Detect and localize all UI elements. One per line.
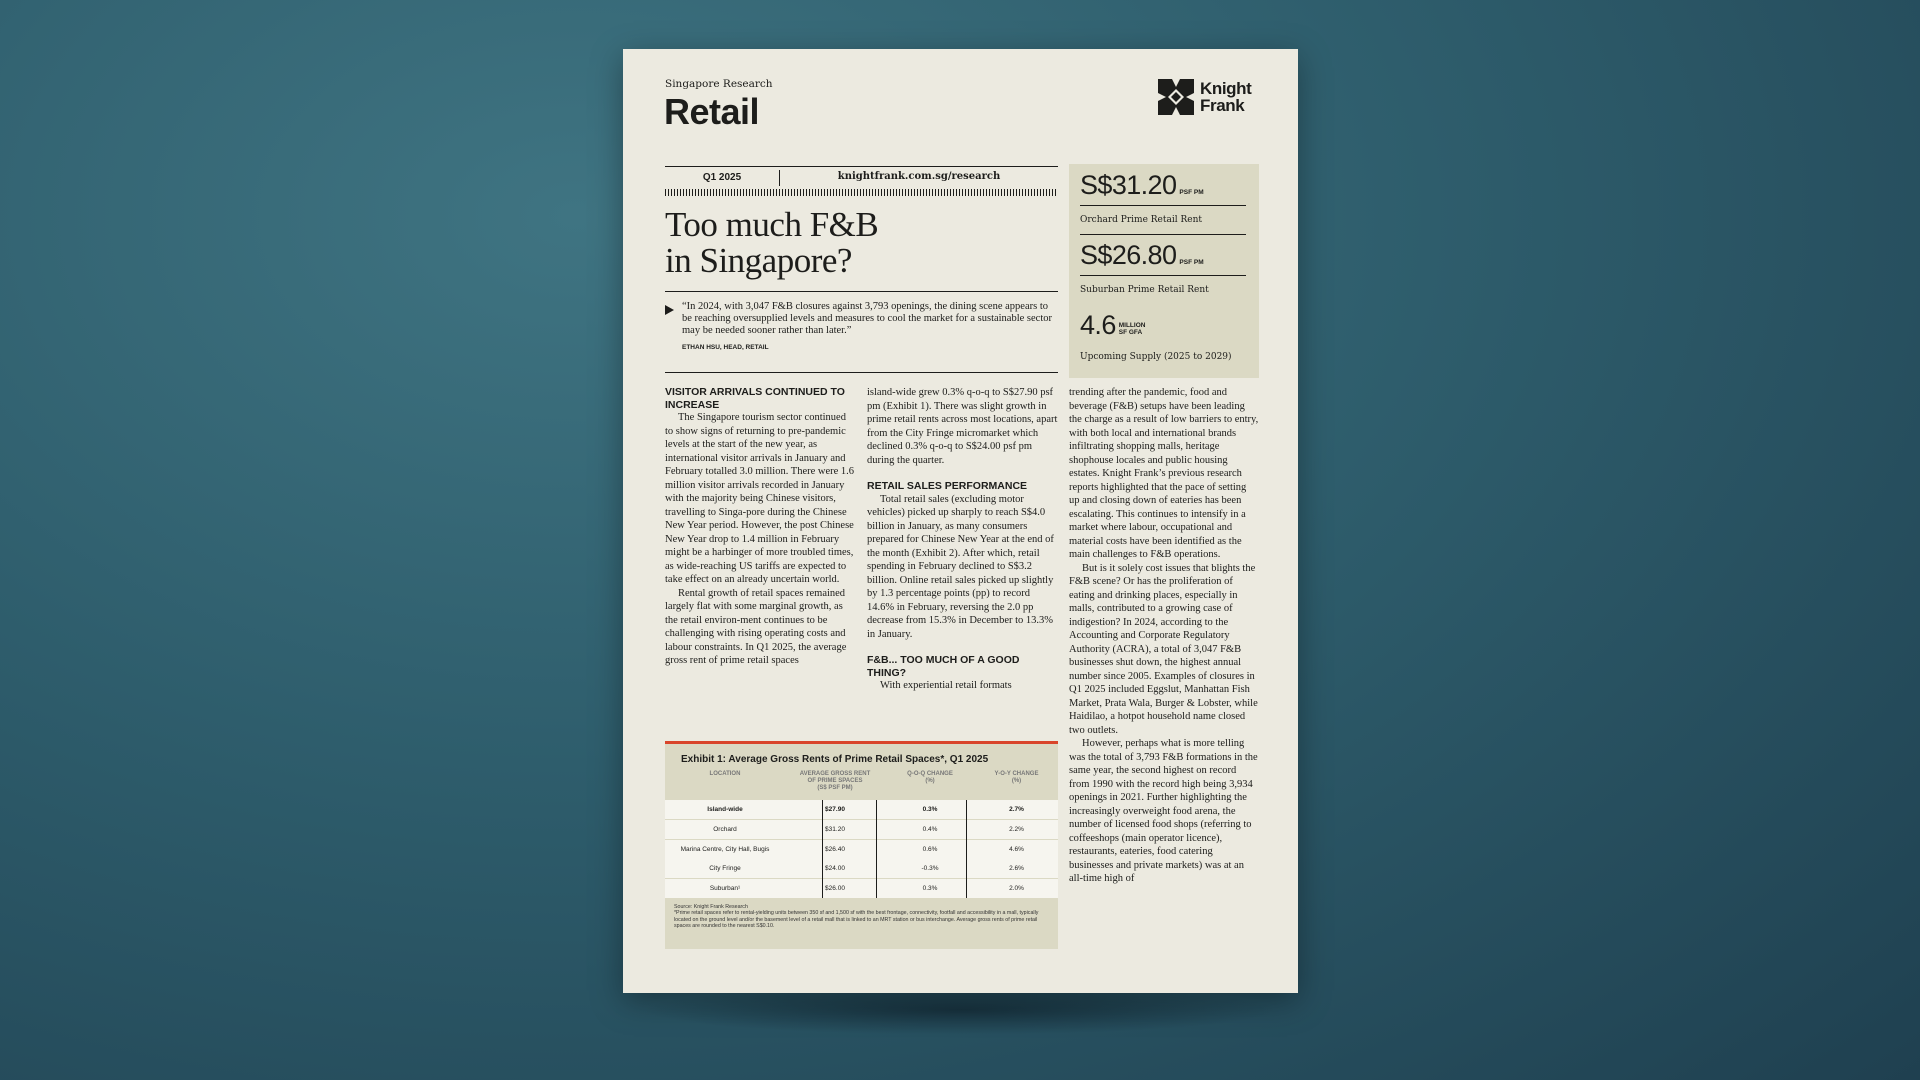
paragraph: With experiential retail formats [880,680,1012,691]
meta-bar [665,166,1058,189]
cell-yoy: 2.6% [1009,865,1024,872]
play-arrow-icon [665,305,674,315]
cell-qoq: 0.3% [922,806,938,813]
logo-text-line1: Knight [1200,79,1252,98]
report-page [623,49,1298,993]
stat-label: Upcoming Supply (2025 to 2029) [1080,352,1232,362]
headline-line2: in Singapore? [665,241,852,280]
report-eyebrow: Singapore Research [665,78,773,90]
section-heading-fnb: F&B... TOO MUCH OF A GOOD THING? [867,654,1020,679]
table-divider [966,800,967,898]
col-header-text: (%) [1011,778,1022,784]
stat-unit [1119,322,1146,336]
logo-mark-icon [1158,79,1194,115]
key-stats-panel [1069,164,1259,378]
cell-qoq: 0.3% [922,885,938,892]
table-divider [822,800,823,898]
body-column-3 [1069,386,1259,886]
col-header-text: Q-O-Q CHANGE [907,771,953,777]
exhibit-1-table [665,741,1058,949]
report-title: Retail [664,91,760,132]
table-row [665,800,1058,820]
cell-location: Suburban¹ [709,885,741,892]
table-row [665,840,1058,860]
cell-qoq: -0.3% [921,865,939,872]
stat-value: 4.6 [1080,310,1116,340]
stat-unit-line1: MILLION [1118,322,1146,329]
exhibit-note: *Prime retail spaces refer to rental-yielding units between 350 sf and 1,500 sf with the best frontage, connectivity, footfall and accessibility in a mall, typically located on the ground level and/or the basement level of a retail mall that is linked to an MRT station or bus interchange. Average gross rents of prime retail spaces are rounded to the nearest S$0.10. [674,910,1039,929]
table-row [665,820,1058,840]
cell-yoy: 2.0% [1009,885,1024,892]
col-header-yoy [975,771,1058,785]
cell-yoy: 2.2% [1009,826,1024,833]
stat-rule [1080,275,1246,276]
cell-qoq: 0.4% [922,826,938,833]
exhibit-title: Exhibit 1: Average Gross Rents of Prime Retail Spaces*, Q1 2025 [681,754,989,765]
body-column-2 [867,386,1058,693]
quote-rule [665,372,1058,373]
paragraph: Rental growth of retail spaces remained largely flat with some marginal growth, as the retail environ-ment continues to be challenging with rising operating costs and labour constraints. In Q1 2025, the average gross rent of prime retail spaces [665,587,847,666]
logo-text-line2: Frank [1200,96,1245,115]
cell-location: Island-wide [707,806,743,813]
stat-supply [1080,310,1246,362]
paragraph: trending after the pandemic, food and beverage (F&B) setups have been leading the charge as a result of low barriers to entry, with both local and international brands infiltrating shopping malls, heritage shophouse locales and public housing estates. Knight Frank’s previous research reports highlighted that the pace of setting up and closing down of eateries has been escalating. This continues to intensify in a market where labour, occupational and material costs have been identified as the main challenges to F&B operations. [1069,387,1259,560]
stat-unit-line2: SF GFA [1118,329,1143,336]
report-period: Q1 2025 [702,172,742,183]
stat-label: Orchard Prime Retail Rent [1080,215,1202,225]
stat-label: Suburban Prime Retail Rent [1080,285,1209,295]
col-header-text: AVERAGE GROSS RENT [799,771,871,777]
knight-frank-logo [1158,79,1258,119]
cell-rent: $26.00 [825,885,845,892]
paragraph: But is it solely cost issues that blights the F&B scene? Or has the proliferation of eating and drinking places, especially in malls, contributed to a growing case of indigestion? In 2024, according to the Accounting and Corporate Regulatory Authority (ACRA), a total of 3,047 F&B businesses shut down, the highest annual number since 2005. Examples of closures in Q1 2025 included Eggslut, Manhattan Fish Market, Prata Wala, Burger & Lobster, while Haidilao, a hotpot household name closed two outlets. [1069,562,1258,736]
stat-unit: PSF PM [1179,259,1204,266]
table-row [665,859,1058,879]
stat-value: S$31.20 [1080,170,1177,200]
stat-rule [1080,205,1246,206]
col-header-text: OF PRIME SPACES [807,778,863,784]
cell-qoq: 0.6% [922,846,938,853]
hatch-divider [665,189,1058,196]
col-header-text: Y-O-Y CHANGE [994,771,1039,777]
stat-unit: PSF PM [1179,189,1204,196]
section-heading-visitor-arrivals: VISITOR ARRIVALS CONTINUED TO INCREASE [665,386,845,411]
stat-value: S$26.80 [1080,240,1177,270]
col-header-qoq [885,771,975,785]
col-header-rent [785,771,885,792]
cell-rent: $24.00 [825,865,845,872]
paragraph: The Singapore tourism sector continued to show signs of returning to pre-pandemic levels at the start of the new year, as international visitor arrivals in January and February totalled 3.0 million. There were 1.6 million visitor arrivals recorded in January with the majority being Chinese visitors, travelling to Singa-pore during the Chinese New Year period. However, the post Chinese New Year drop to 1.4 million in February might be a harbinger of more troubled times, as wide-reaching US tariffs are expected to take effect on an already uncertain world. [665,412,855,585]
stat-orchard [1080,170,1246,225]
cell-rent: $31.20 [825,826,845,833]
paragraph: However, perhaps what is more telling was the total of 3,793 F&B formations in the same year, the second highest on record from 1990 with the record high being 3,934 openings in 2021. Further highlighting the increasingly overweight food arena, the number of licensed food shops (referring to coffeeshops (main operator licence), restaurants, eateries, food catering businesses and private markets) was at an all-time high of [1069,738,1258,884]
quote-attribution: ETHAN HSU, HEAD, RETAIL [682,344,769,351]
stat-rule [1080,234,1246,235]
cell-yoy: 2.7% [1009,806,1024,813]
headline-rule [665,291,1058,292]
headline-line1: Too much F&B [665,205,879,244]
research-url-link[interactable]: knightfrank.com.sg/research [837,171,1001,182]
cell-location: Orchard [713,826,737,833]
section-heading-retail-sales: RETAIL SALES PERFORMANCE [867,480,1028,492]
pull-quote: “In 2024, with 3,047 F&B closures against 3,793 openings, the dining scene appears to be reaching oversupplied levels and measures to cool the market for a sustainable sector may be needed sooner rather than later.” [682,301,1052,336]
body-column-1 [665,386,855,668]
table-divider [876,800,877,898]
cell-yoy: 4.6% [1009,846,1024,853]
col-header-text: LOCATION [709,771,741,777]
col-header-text: (%) [925,778,935,784]
cell-location: Marina Centre, City Hall, Bugis [680,846,770,853]
col-header-location [665,771,785,778]
col-header-text: (S$ PSF PM) [817,785,853,791]
paragraph: Total retail sales (excluding motor vehicles) picked up sharply to reach S$4.0 billion in January, as many consumers prepared for Chinese New Year at the end of the month (Exhibit 2). After which, retail spending in February declined to S$3.2 billion. Online retail sales picked up slightly by 1.3 percentage points (pp) to record 14.6% in February, reversing the 2.0 pp decrease from 15.3% in December to 13.3% in January. [867,493,1054,640]
cell-rent: $27.90 [825,806,845,813]
exhibit-footnote [674,904,1049,929]
exhibit-source: Source: Knight Frank Research [674,904,748,910]
headline [665,207,1058,279]
paragraph: island-wide grew 0.3% q-o-q to S$27.90 psf pm (Exhibit 1). There was slight growth in prime retail rents across most locations, apart from the City Fringe micromarket which declined 0.3% q-o-q to S$24.00 psf pm during the quarter. [867,387,1058,466]
table-row [665,879,1058,899]
cell-rent: $26.40 [825,846,845,853]
stat-suburban [1080,240,1246,295]
cell-location: City Fringe [709,865,741,872]
